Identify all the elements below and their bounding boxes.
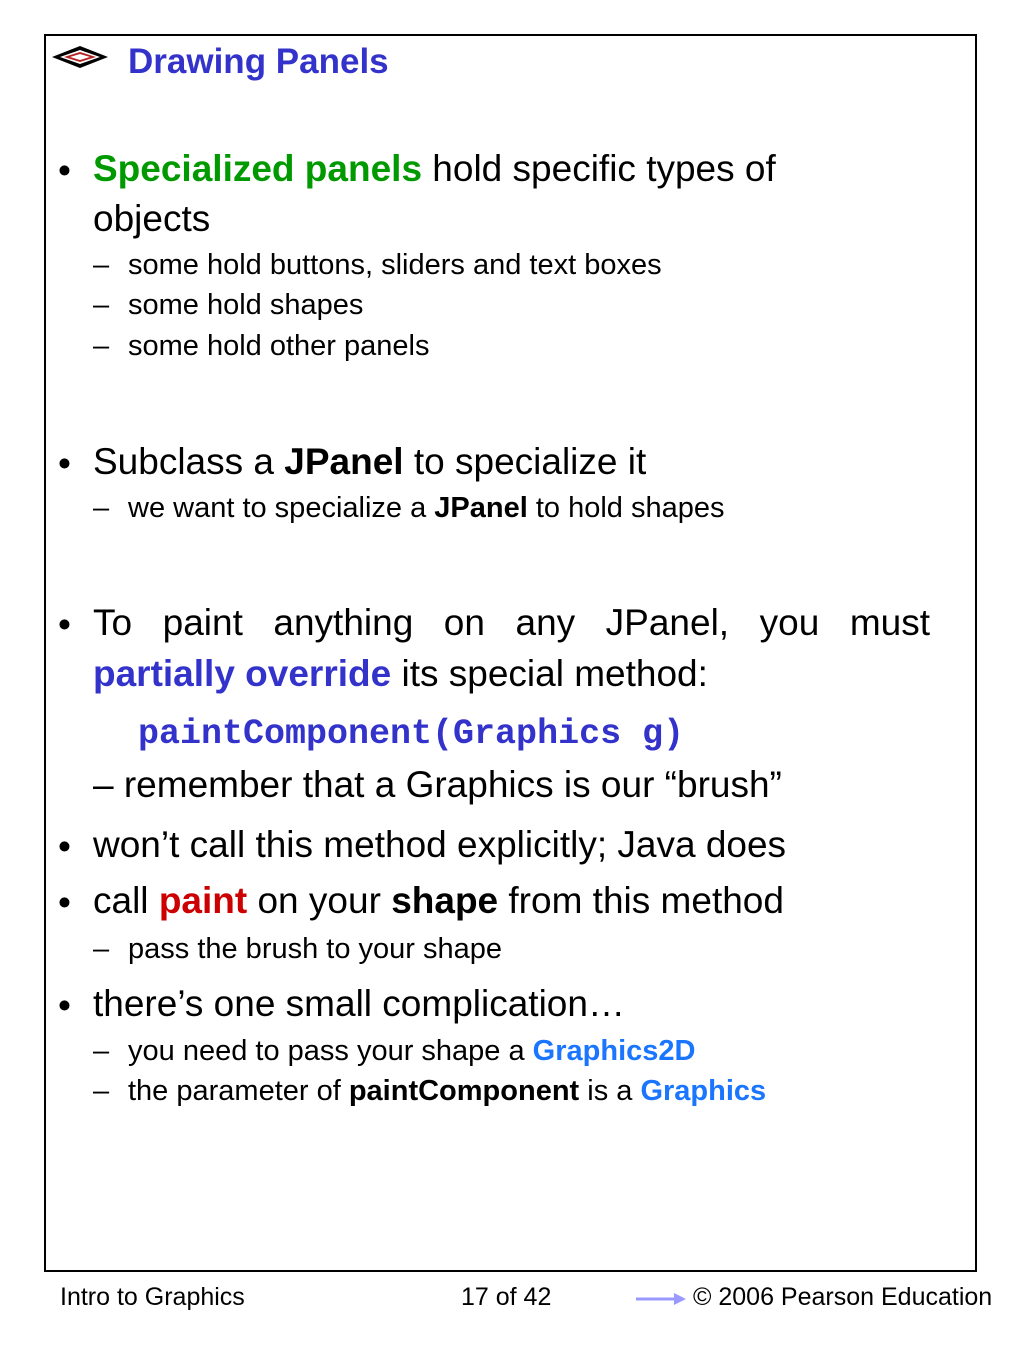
dash-marker: – [93,1075,110,1107]
dash-marker: – [93,289,110,321]
bullet-marker: • [58,443,71,484]
bullet-5-mid: on your [247,880,392,921]
bullet-6-sub-2-pre: the parameter of [128,1075,349,1107]
dash-marker: – [93,933,110,965]
bullet-6-sub-2-mid: is a [579,1075,641,1107]
jpanel-term: JPanel [284,441,404,482]
dash-marker: – [93,1035,110,1067]
bullet-6-line: there’s one small complication… [93,983,625,1024]
bullet-1-sub-3: some hold other panels [128,330,430,362]
diamond-logo-icon [50,44,110,70]
bullet-2-sub-pre: we want to specialize a [128,492,435,524]
bullet-1-line-1 [93,148,776,190]
bullet-6-sub-2 [128,1075,766,1108]
jpanel-term: JPanel [434,492,528,524]
bullet-2-post: to specialize it [403,441,647,482]
bullet-1-sub-2: some hold shapes [128,289,364,321]
shape-term: shape [391,880,499,921]
bullet-3-note: – remember that a Graphics is our “brush” [93,764,782,805]
bullet-6-sub-1-pre: you need to pass your shape a [128,1035,533,1067]
specialized-panels-term: Specialized panels [93,148,423,189]
bullet-5-sub: pass the brush to your shape [128,933,503,965]
bullet-marker: • [58,826,71,867]
bullet-2-sub [128,492,724,525]
paint-component-code: paintComponent(Graphics g) [138,714,685,754]
partially-override-term: partially override [93,653,392,694]
bullet-5-post: from this method [498,880,784,921]
bullet-1-sub-1: some hold buttons, sliders and text boxes [128,249,662,281]
paintcomponent-term: paintComponent [348,1075,580,1107]
arrow-right-icon [636,1290,688,1308]
graphics-term: Graphics [640,1075,767,1107]
bullet-1-line-2: objects [93,198,211,239]
bullet-3-line-2 [93,653,708,695]
bullet-marker: • [58,150,71,191]
bullet-1-rest: hold specific types of [422,148,776,189]
footer-page-number: 17 of 42 [461,1283,552,1311]
footer-copyright: © 2006 Pearson Education [693,1283,993,1311]
graphics2d-term: Graphics2D [532,1035,696,1067]
bullet-2-sub-post: to hold shapes [527,492,725,524]
bullet-marker: • [58,985,71,1026]
dash-marker: – [93,249,110,281]
bullet-3-rest: its special method: [391,653,708,694]
dash-marker: – [93,330,110,362]
footer-course-title: Intro to Graphics [60,1283,245,1311]
bullet-2-pre: Subclass a [93,441,285,482]
bullet-3-line-1: To paint anything on any JPanel, you must [93,602,930,643]
bullet-marker: • [58,882,71,923]
bullet-marker: • [58,604,71,645]
bullet-5-pre: call [93,880,159,921]
bullet-2-line [93,441,646,483]
bullet-4-line: won’t call this method explicitly; Java does [93,824,787,865]
bullet-6-sub-1 [128,1035,695,1068]
bullet-5-line [93,880,784,922]
paint-term: paint [158,880,248,921]
slide-title: Drawing Panels [128,42,389,81]
dash-marker: – [93,492,110,524]
